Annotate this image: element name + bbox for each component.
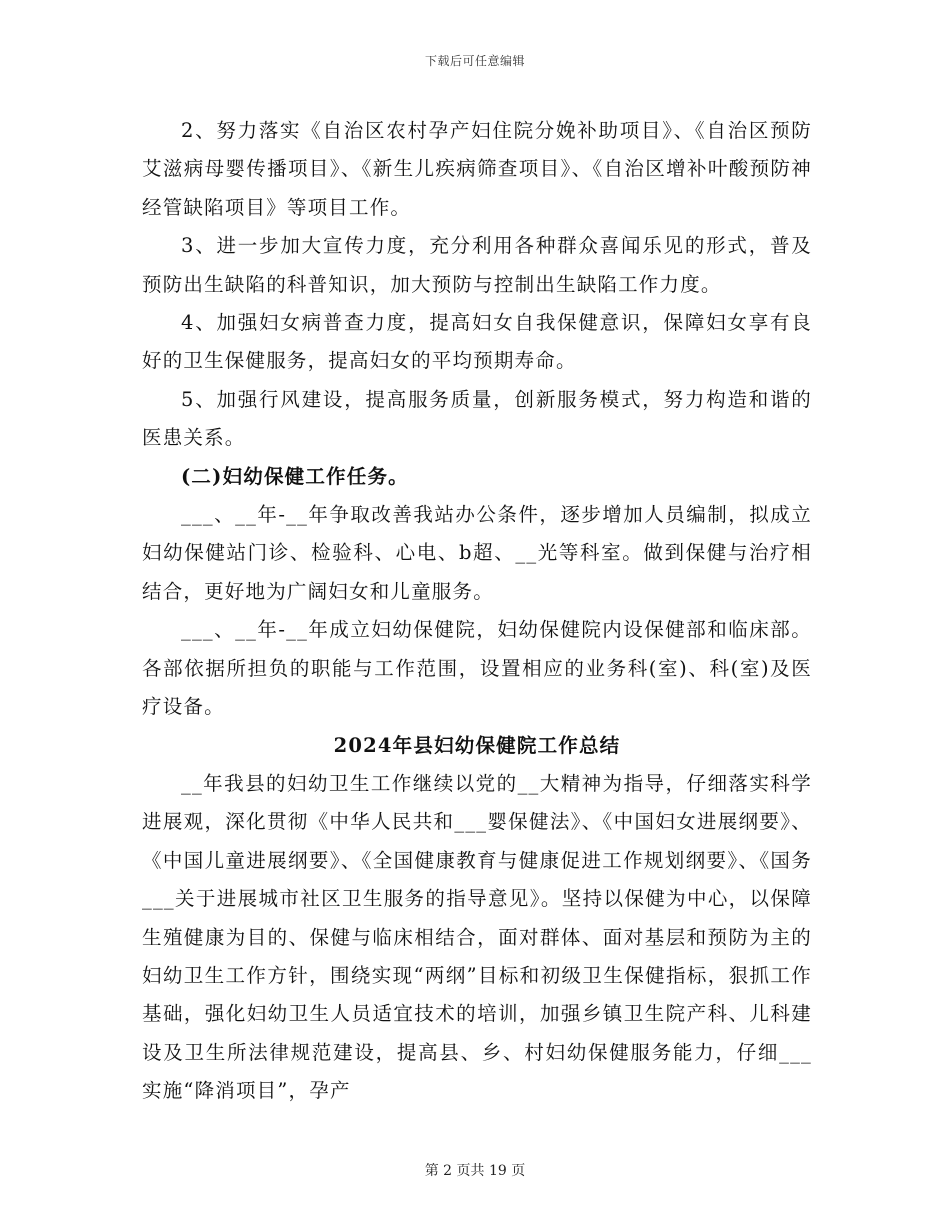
page-header: 下载后可任意编辑 xyxy=(424,54,525,68)
document-body xyxy=(142,112,812,1111)
document-title: 2024年县妇幼保健院工作总结 xyxy=(333,733,621,757)
paragraph-item-3: 3、进一步加大宣传力度，充分利用各种群众喜闻乐见的形式，普及预防出生缺陷的科普知识，加大预防与控制出生缺陷工作力度。 xyxy=(142,234,812,296)
section-paragraph-2: ___、__年-__年成立妇幼保健院，妇幼保健院内设保健部和临床部。各部依据所担负的职能与工作范围，设置相应的业务科(室)、科(室)及医疗设备。 xyxy=(142,618,812,719)
section-paragraph-1: ___、__年-__年争取改善我站办公条件，逐步增加人员编制，拟成立妇幼保健站门诊、检验科、心电、b超、__光等科室。做到保健与治疗相结合，更好地为广阔妇女和儿童服务。 xyxy=(142,503,812,603)
section-heading: (二)妇幼保健工作任务。 xyxy=(181,464,409,488)
page-footer: 第 2 页共 19 页 xyxy=(424,1163,526,1179)
body-paragraph: __年我县的妇幼卫生工作继续以党的__大精神为指导，仔细落实科学进展观，深化贯彻《中华人民共和___婴保健法》、《中国妇女进展纲要》、《中国儿童进展纲要》、《全国健康教育与健康促进工作规划纲要》、《国务___关于进展城市社区卫生服务的指导意见》。坚持以保健为中心，以保障生殖健康为目的、保健与临床相结合，面对群体、面对基层和预防为主的妇幼卫生工作方针，围绕实现“两纲”目标和初级卫生保健指标，狠抓工作基础，强化妇幼卫生人员适宜技术的培训，加强乡镇卫生院产科、儿科建设及卫生所法律规范建设，提高县、乡、村妇幼保健服务能力，仔细___实施“降消项目”，孕产 xyxy=(142,771,812,1103)
paragraph-item-2: 2、努力落实《自治区农村孕产妇住院分娩补助项目》、《自治区预防艾滋病母婴传播项目》、《新生儿疾病筛查项目》、《自治区增补叶酸预防神经管缺陷项目》等项目工作。 xyxy=(142,119,812,219)
paragraph-item-5: 5、加强行风建设，提高服务质量，创新服务模式，努力构造和谐的医患关系。 xyxy=(142,387,812,450)
paragraph-item-4: 4、加强妇女病普查力度，提高妇女自我保健意识，保障妇女享有良好的卫生保健服务，提高妇女的平均预期寿命。 xyxy=(142,311,812,373)
